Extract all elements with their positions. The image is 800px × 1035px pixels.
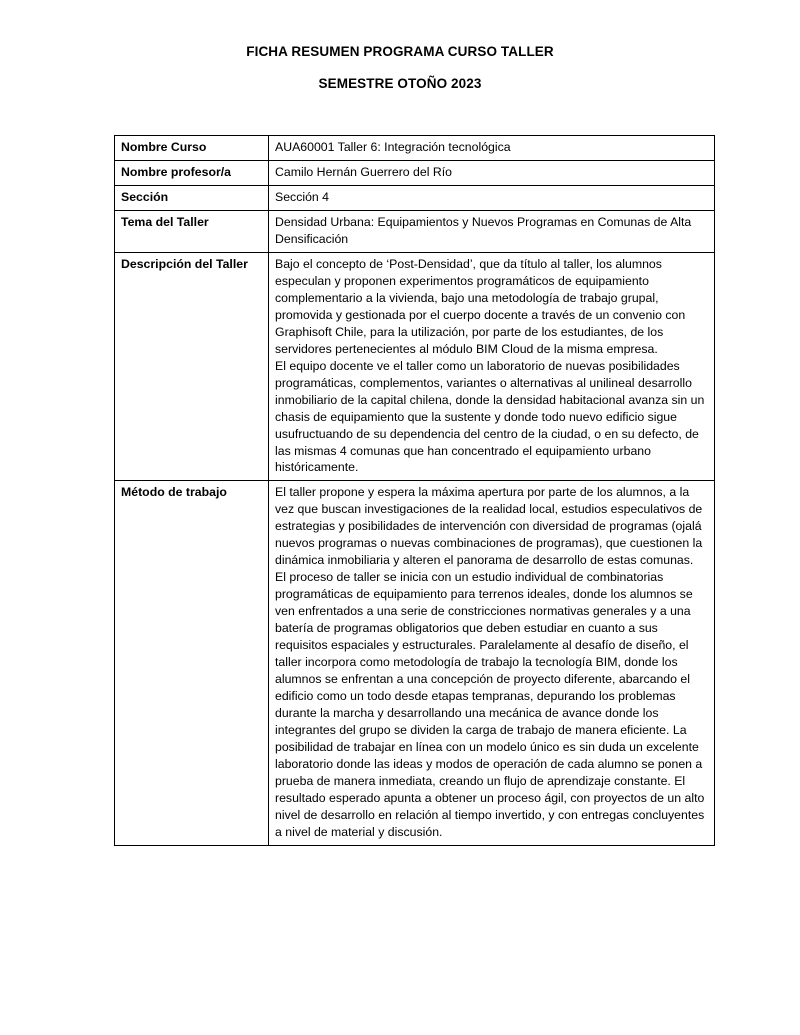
table-row <box>115 210 715 252</box>
table-row <box>115 136 715 161</box>
paragraph: Sección 4 <box>275 189 330 204</box>
paragraph: Bajo el concepto de ‘Post-Densidad’, que da título al taller, los alumnos especulan y proponen experimentos programáticos de equipamiento complementario a la vivienda, bajo una metodología de trabajo grupal, promovida y gestionada por el cuerpo docente a través de un convenio con Graphisoft Chile, para la utilización, por parte de los estudiantes, de los servidores pertenecientes al módulo BIM Cloud de la misma empresa. <box>275 256 686 356</box>
paragraph: Camilo Hernán Guerrero del Río <box>275 164 453 179</box>
paragraph: AUA60001 Taller 6: Integración tecnológica <box>275 140 511 154</box>
table-row <box>115 252 715 481</box>
row-label-seccion: Sección <box>115 185 269 210</box>
row-value-descripcion-taller <box>269 252 715 481</box>
paragraph: Densidad Urbana: Equipamientos y Nuevos Programas en Comunas de Alta Densificación <box>275 214 692 246</box>
paragraph: El proceso de taller se inicia con un estudio individual de combinatorias programáticas de equipamiento para terrenos ideales, donde los alumnos se ven enfrentados a una serie de constricciones normativas generales y a una batería de programas obligatorios que deben estudiar en cuanto a sus requisitos espaciales y estructurales. Paralelamente al desafío de diseño, el taller incorpora como metodología de trabajo la tecnología BIM, donde los alumnos se enfrentan a una concepción de proyecto diferente, abarcando el edificio como un todo desde etapas tempranas, depurando los problemas durante la marcha y desarrollando una mecánica de avance donde los integrantes del grupo se dividen la carga de trabajo de manera eficiente. La posibilidad de trabajar en línea con un modelo único es sin duda un excelente laboratorio donde las ideas y modos de operación de cada alumno se ponen a prueba de manera inmediata, creando un flujo de aprendizaje constante. El resultado esperado apunta a obtener un proceso ágil, con proyectos de un alto nivel de desarrollo en relación al tiempo invertido, y con entregas concluyentes a nivel de material y discusión. <box>275 570 705 839</box>
ficha-table-body <box>115 136 715 846</box>
table-row <box>115 160 715 185</box>
row-label-descripcion-taller: Descripción del Taller <box>115 252 269 481</box>
table-row <box>115 481 715 845</box>
row-label-nombre-profesor: Nombre profesor/a <box>115 160 269 185</box>
document-title: FICHA RESUMEN PROGRAMA CURSO TALLER <box>246 44 554 59</box>
table-row <box>115 185 715 210</box>
document-subtitle: SEMESTRE OTOÑO 2023 <box>318 76 482 91</box>
paragraph: El taller propone y espera la máxima apertura por parte de los alumnos, a la vez que buscan investigaciones de la realidad local, estudios especulativos de estrategias y posibilidades de intervención con diversidad de programas (ojalá nuevos programas o nuevas combinaciones de programas), que cuestionen la dinámica inmobiliaria y alteren el panorama de desarrollo de estas comunas. <box>275 485 703 568</box>
row-value-nombre-profesor <box>269 160 715 185</box>
row-label-tema-taller: Tema del Taller <box>115 210 269 252</box>
row-value-nombre-curso <box>269 136 715 161</box>
row-label-metodo-trabajo: Método de trabajo <box>115 481 269 845</box>
paragraph: El equipo docente ve el taller como un laboratorio de nuevas posibilidades programáticas, complementos, variantes o alternativas al unilineal desarrollo inmobiliario de la capital chilena, donde la densidad habitacional avanza sin un chasis de equipamiento que la sustente y donde todo nuevo edificio sigue usufructuando de su dependencia del centro de la ciudad, o en su defecto, de las mismas 4 comunas que han concentrado el equipamiento urbano históricamente. <box>275 358 705 475</box>
ficha-table <box>114 135 715 846</box>
row-value-seccion <box>269 185 715 210</box>
row-value-tema-taller <box>269 210 715 252</box>
row-label-nombre-curso: Nombre Curso <box>115 136 269 161</box>
row-value-metodo-trabajo <box>269 481 715 845</box>
